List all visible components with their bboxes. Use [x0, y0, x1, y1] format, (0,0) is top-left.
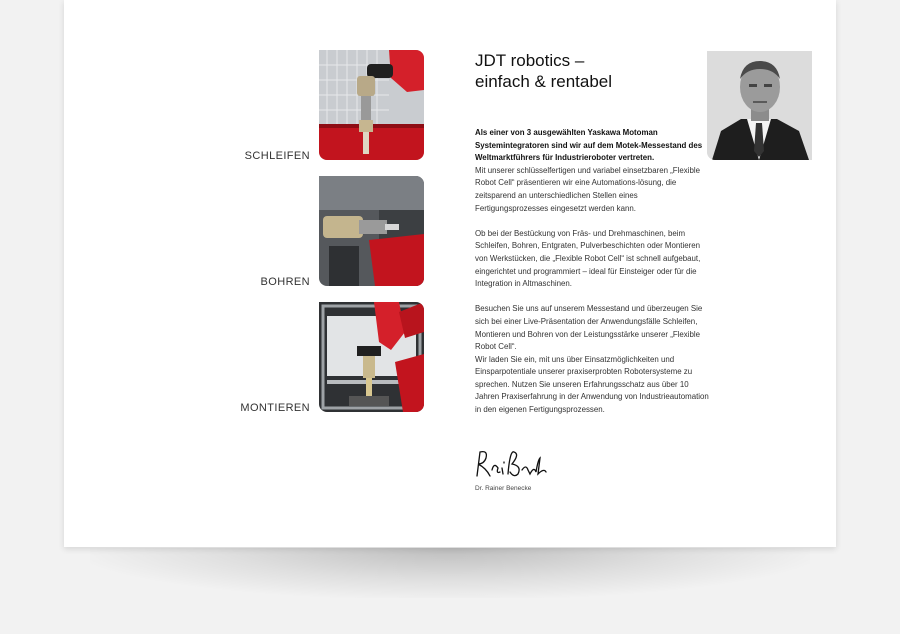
paragraph-4: Wir laden Sie ein, mit uns über Einsatzmöglichkeiten und Einsparpotentiale unserer praxiserprobten Robotersysteme zu sprechen. Nutzen Sie unseren Erfahrungsschatz aus über 10 Jahren Praxiserfahrung in der Anwendung von Industrieautomation in den eigenen Fertigungsprozessen. [475, 354, 709, 415]
process-label-bohren: BOHREN [260, 276, 310, 288]
headline-line-2: einfach & rentabel [475, 72, 613, 91]
photo-schleifen [319, 50, 424, 160]
portrait-photo [707, 51, 812, 160]
photo-bohren [319, 176, 424, 286]
headline-line-1: JDT robotics – [475, 51, 585, 70]
signature [474, 448, 554, 485]
lead-paragraph: Als einer von 3 ausgewählten Yaskawa Motoman Systemintegratoren sind wir auf dem Motek-Messestand des Weltmarktführers für Industrieroboter vertreten. [475, 128, 703, 163]
headline [475, 50, 695, 92]
photo-montieren [319, 302, 424, 412]
paragraph-3: Besuchen Sie uns auf unserem Messestand und überzeugen Sie sich bei einer Live-Präsentation der Anwendungsfälle Schleifen, Montieren und Bohren von der Leistungsstärke unserer „Flexible Robot Cell“. [475, 304, 703, 352]
process-label-schleifen: SCHLEIFEN [244, 150, 310, 162]
page-shadow [90, 548, 810, 598]
process-label-montieren: MONTIEREN [240, 402, 310, 414]
paragraph-1: Mit unserer schlüsselfertigen und variabel einsetzbaren „Flexible Robot Cell“ präsentieren wir eine Automations-lösung, die zeitsparend an unterschiedlichen Stellen eines Fertigungsprozesses eingesetzt werden kann. [475, 165, 700, 213]
paragraph-2: Ob bei der Bestückung von Fräs- und Drehmaschinen, beim Schleifen, Bohren, Entgraten, Pulverbeschichten oder Montieren von Werkstücken, die „Flexible Robot Cell“ ist schnell aufgebaut, eingerichtet und programmiert – ideal für Einsteiger oder für die Integration in Altmaschinen. [475, 228, 701, 289]
signer-name: Dr. Rainer Benecke [475, 485, 532, 492]
body-text [475, 127, 710, 429]
